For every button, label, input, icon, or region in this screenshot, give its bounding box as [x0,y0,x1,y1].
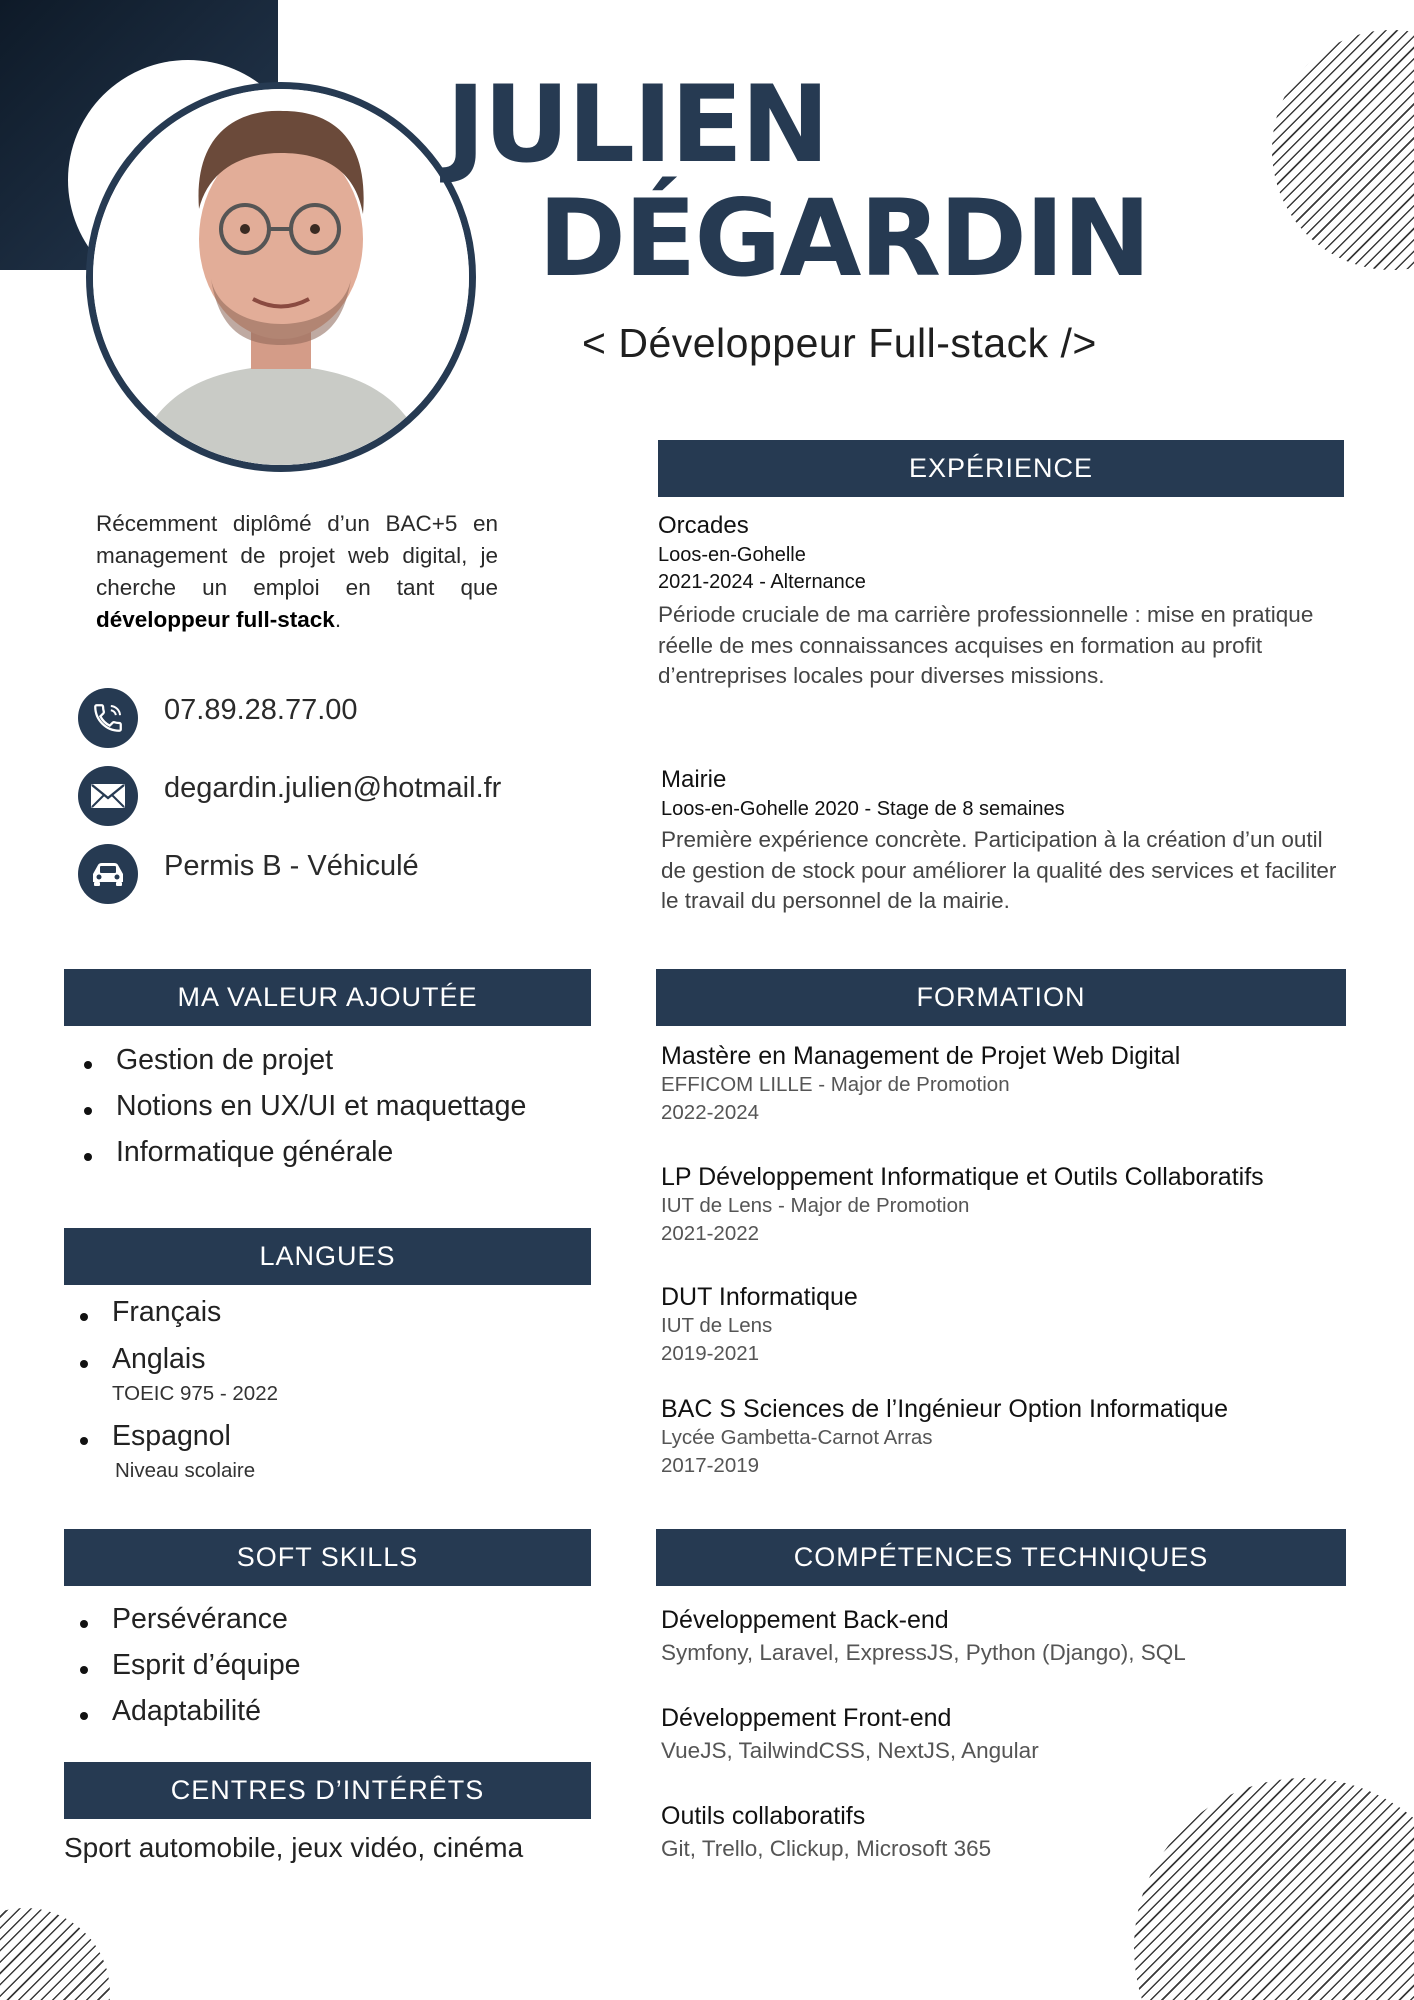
email-link[interactable]: degardin.julien@hotmail.fr [164,772,502,804]
car-icon [78,844,138,904]
experience-item [658,512,1348,692]
formation-item [661,1042,1361,1127]
list-item: Gestion de projet [70,1044,600,1077]
formation-school: EFFICOM LILLE - Major de Promotion [661,1073,1010,1096]
experience-description: Première expérience concrète. Participation à la création d’un outil de gestion de stock pour améliorer la qualité des services et faciliter le travail du personnel de la mairie. [661,827,1337,913]
formation-item [661,1283,1361,1368]
section-header-value: MA VALEUR AJOUTÉE [64,969,591,1026]
formation-school: Lycée Gambetta-Carnot Arras [661,1426,933,1449]
language-item [66,1343,586,1406]
job-title: < Développeur Full-stack /> [582,320,1097,366]
experience-period: 2021-2024 - Alternance [658,571,866,593]
tech-skill-list: Git, Trello, Clickup, Microsoft 365 [661,1836,992,1861]
experience-location: Loos-en-Gohelle 2020 - Stage de 8 semaines [661,798,1065,820]
language-detail: Niveau scolaire [115,1459,256,1482]
language-name: Espagnol [112,1420,231,1452]
experience-item [661,766,1351,917]
profile-text-bold: développeur full-stack [96,607,335,632]
phone-icon [78,688,138,748]
tech-skill-list: VueJS, TailwindCSS, NextJS, Angular [661,1738,1039,1763]
formation-years: 2022-2024 [661,1101,760,1124]
experience-location: Loos-en-Gohelle [658,544,806,566]
formation-years: 2017-2019 [661,1454,760,1477]
formation-item [661,1395,1361,1480]
list-item: Notions en UX/UI et maquettage [70,1090,600,1123]
experience-org: Mairie [661,766,727,793]
section-header-formation: FORMATION [656,969,1346,1026]
formation-years: 2019-2021 [661,1342,760,1365]
profile-text-end: . [334,607,342,632]
tech-skill-item [661,1704,1361,1765]
soft-skills-list [66,1603,586,1728]
tech-skill-title: Développement Front-end [661,1704,952,1732]
value-list [70,1044,600,1169]
formation-title: LP Développement Informatique et Outils Collaboratifs [661,1163,1264,1191]
languages-list [66,1296,586,1483]
experience-description: Période cruciale de ma carrière professionnelle : mise en pratique réelle de mes connaissances acquises en formation au profit d’entreprises locales pour diverses missions. [658,602,1314,688]
formation-title: Mastère en Management de Projet Web Digital [661,1042,1181,1070]
profile-text: Récemment diplômé d’un BAC+5 en management de projet web digital, je cherche un emploi en tant que [96,511,498,600]
list-item: Persévérance [66,1603,586,1636]
list-item: Adaptabilité [66,1695,586,1728]
hatch-circle-bottom-left [0,1908,110,2000]
first-name: JULIEN [446,63,828,186]
section-header-tech-skills: COMPÉTENCES TECHNIQUES [656,1529,1346,1586]
language-detail: TOEIC 975 - 2022 [112,1382,278,1405]
experience-org: Orcades [658,512,749,539]
tech-skill-item [661,1802,1361,1863]
section-header-languages: LANGUES [64,1228,591,1285]
section-header-soft-skills: SOFT SKILLS [64,1529,591,1586]
formation-title: BAC S Sciences de l’Ingénieur Option Informatique [661,1395,1228,1423]
section-header-experience: EXPÉRIENCE [658,440,1344,497]
list-item: Esprit d’équipe [66,1649,586,1682]
profile-photo [86,82,476,472]
formation-school: IUT de Lens - Major de Promotion [661,1194,970,1217]
tech-skill-title: Développement Back-end [661,1606,949,1634]
last-name: DÉGARDIN [538,177,1150,300]
language-item [66,1296,586,1329]
tech-skill-title: Outils collaboratifs [661,1802,866,1830]
mail-icon [78,766,138,826]
tech-skill-list: Symfony, Laravel, ExpressJS, Python (Django), SQL [661,1640,1186,1665]
tech-skill-item [661,1606,1361,1667]
section-header-interests: CENTRES D’INTÉRÊTS [64,1762,591,1819]
formation-item [661,1163,1381,1248]
phone-number: 07.89.28.77.00 [164,694,358,726]
language-name: Anglais [112,1343,206,1375]
language-item [66,1420,586,1483]
list-item: Informatique générale [70,1136,600,1169]
formation-title: DUT Informatique [661,1283,858,1311]
profile-summary [96,508,498,636]
driving-license: Permis B - Véhiculé [164,850,419,882]
language-name: Français [112,1296,222,1328]
hatch-circle-top-right [1272,30,1414,270]
formation-school: IUT de Lens [661,1314,773,1337]
interests-text: Sport automobile, jeux vidéo, cinéma [64,1832,524,1863]
formation-years: 2021-2022 [661,1222,760,1245]
